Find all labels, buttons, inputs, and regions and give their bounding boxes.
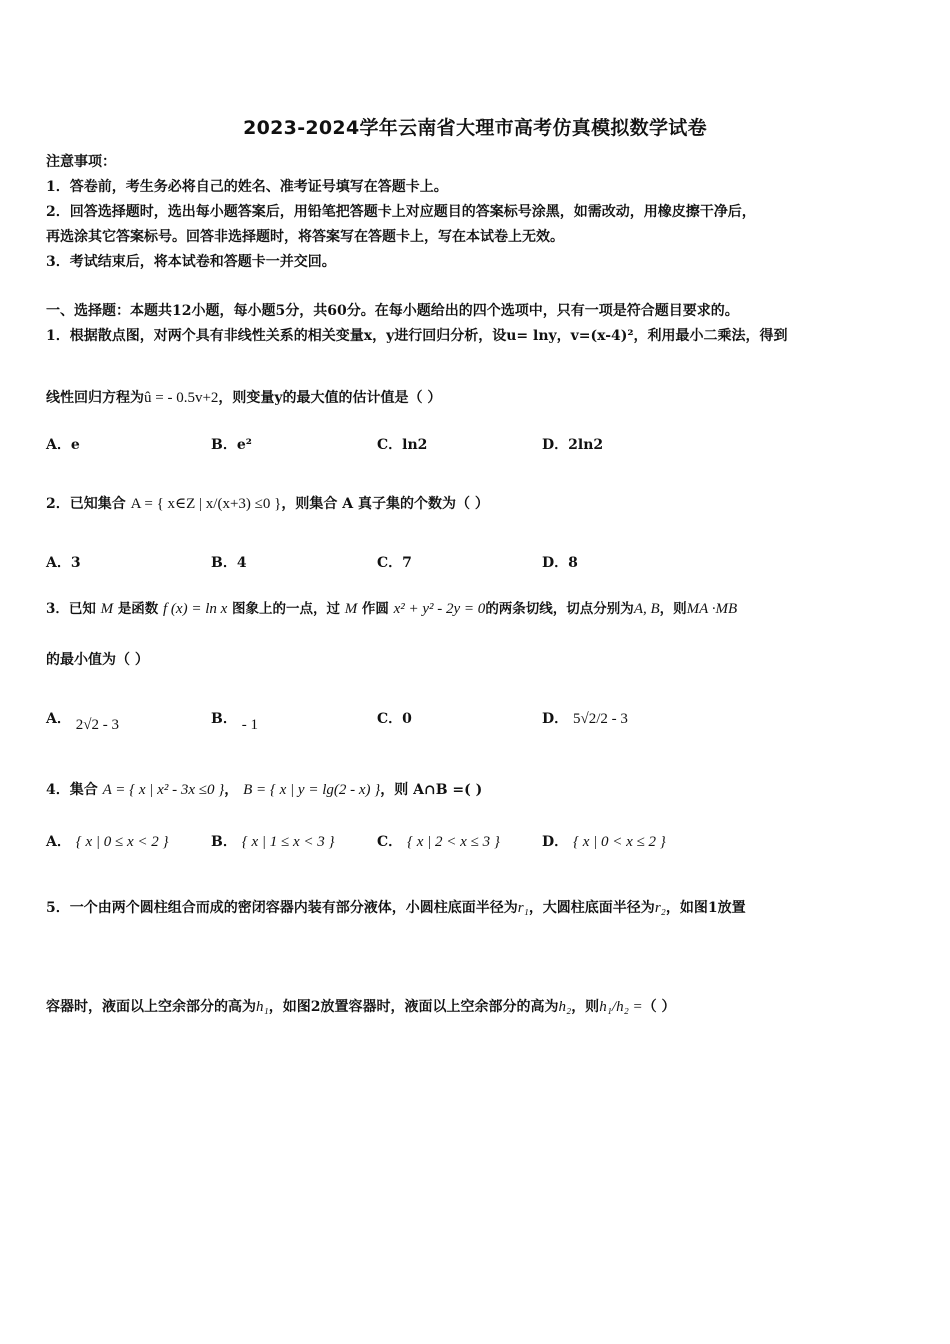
notice-heading: 注意事项：	[46, 154, 116, 170]
q3-option-c: C．0	[377, 711, 412, 727]
q3-option-b-label: B．	[211, 711, 237, 727]
notice-item-3: 3．考试结束后，将本试卷和答题卡一并交回。	[46, 254, 336, 270]
q4-set-b: B = { x | y = lg(2 - x) }	[243, 782, 381, 798]
q5-h2: h₂	[558, 999, 572, 1015]
q3-text-d: 作圆	[361, 601, 389, 617]
q3-option-b	[211, 709, 258, 733]
q4-option-b-value: { x | 1 ≤ x < 3 }	[241, 834, 335, 850]
q4-option-d	[542, 832, 666, 852]
q4-option-d-value: { x | 0 < x ≤ 2 }	[573, 834, 666, 850]
q3-text-f: ，则	[659, 601, 687, 617]
notice-item-2: 2．回答选择题时，选出每小题答案后，用铅笔把答题卡上对应题目的答案标号涂黑，如需改动，用橡皮擦干净后，	[46, 204, 756, 220]
q4-option-b-label: B．	[211, 834, 237, 850]
q3-line-1	[46, 599, 737, 619]
q4-option-c	[377, 832, 500, 852]
q2-option-c: C．7	[377, 555, 412, 571]
q1-option-d: D．2ln2	[542, 437, 604, 453]
q4-set-a: A = { x | x² - 3x ≤0 }	[102, 782, 225, 798]
q1-option-a: A．e	[46, 437, 80, 453]
q5-r2: r₂	[654, 900, 666, 916]
q1-line-2-text-b: ，则变量y的最大值的估计值是（ ）	[218, 390, 442, 406]
q4-option-c-value: { x | 2 < x ≤ 3 }	[407, 834, 500, 850]
q5-text-a: 5．一个由两个圆柱组合而成的密闭容器内装有部分液体，小圆柱底面半径为	[46, 900, 518, 916]
q4-text-pre: 4．集合	[46, 782, 98, 798]
q3-option-a-label: A．	[46, 711, 71, 727]
q3-line-2: 的最小值为（ ）	[46, 652, 149, 668]
q4-comma: ，	[224, 782, 239, 798]
q3-text-e: 的两条切线，切点分别为	[485, 601, 634, 617]
q2-set-a: A = { x∈Z | x/(x+3) ≤0 }	[130, 496, 282, 512]
q1-line-2	[46, 388, 441, 408]
q3-option-d	[542, 709, 628, 729]
q5-text-f: ，则	[571, 999, 600, 1015]
q3-option-a	[46, 709, 119, 733]
q2-text-pre: 2．已知集合	[46, 496, 126, 512]
q5-text-c: ，如图1放置	[665, 900, 746, 916]
q3-dot-product: MA ·MB	[686, 601, 738, 617]
q2-option-d: D．8	[542, 555, 578, 571]
q3-option-b-value: - 1	[241, 717, 258, 733]
page-title: 2023-2024学年云南省大理市高考仿真模拟数学试卷	[243, 117, 707, 139]
q2-option-a: A．3	[46, 555, 81, 571]
q3-point-m: M	[100, 601, 114, 617]
q5-r1: r₁	[517, 900, 529, 916]
q3-option-a-value: 2√2 - 3	[75, 717, 119, 733]
q1-regression-equation: û = - 0.5v+2	[144, 390, 219, 406]
q1-option-c: C．ln2	[377, 437, 428, 453]
q5-text-e: ，如图2放置容器时，液面以上空余部分的高为	[268, 999, 559, 1015]
q5-line-2	[46, 997, 676, 1017]
q1-option-b: B．e²	[211, 437, 252, 453]
q2-option-b: B．4	[211, 555, 247, 571]
q4-line	[46, 780, 482, 800]
q2-text-post: ，则集合 A 真子集的个数为（ ）	[281, 496, 489, 512]
q1-line-1: 1．根据散点图，对两个具有非线性关系的相关变量x，y进行回归分析，设u= lny，v=(x-4)²，利用最小二乘法，得到	[46, 328, 788, 344]
q4-option-a-label: A．	[46, 834, 71, 850]
q3-circle-equation: x² + y² - 2y = 0	[393, 601, 486, 617]
q4-option-c-label: C．	[377, 834, 403, 850]
q5-text-b: ，大圆柱底面半径为	[528, 900, 655, 916]
q3-text-c: 图象上的一点，过	[231, 601, 340, 617]
q5-line-1	[46, 898, 746, 918]
q5-ratio: h₁/h₂ =	[599, 999, 643, 1015]
q3-point-m-2: M	[344, 601, 358, 617]
q2-line	[46, 494, 489, 514]
notice-item-2-cont: 再选涂其它答案标号。回答非选择题时，将答案写在答题卡上，写在本试卷上无效。	[46, 229, 564, 245]
q3-text-a: 3．已知	[46, 601, 96, 617]
q3-option-d-value: 5√2/2 - 3	[573, 711, 628, 727]
q4-option-d-label: D．	[542, 834, 569, 850]
q4-option-b	[211, 832, 335, 852]
q5-text-d: 容器时，液面以上空余部分的高为	[46, 999, 256, 1015]
q3-tangent-points: A, B	[633, 601, 660, 617]
q5-text-g: （ ）	[642, 999, 676, 1015]
notice-item-1: 1．答卷前，考生务必将自己的姓名、准考证号填写在答题卡上。	[46, 179, 448, 195]
q3-function: f (x) = ln x	[163, 601, 228, 617]
q4-text-post: ，则 A∩B =( )	[380, 782, 483, 798]
q3-text-b: 是函数	[117, 601, 159, 617]
q3-option-d-label: D．	[542, 711, 569, 727]
q5-h1: h₁	[256, 999, 269, 1015]
section-1-heading: 一、选择题：本题共12小题，每小题5分，共60分。在每小题给出的四个选项中，只有一项是符合题目要求的。	[46, 303, 739, 319]
q1-line-2-text-a: 线性回归方程为	[46, 390, 144, 406]
q4-option-a-value: { x | 0 ≤ x < 2 }	[75, 834, 169, 850]
q4-option-a	[46, 832, 169, 852]
